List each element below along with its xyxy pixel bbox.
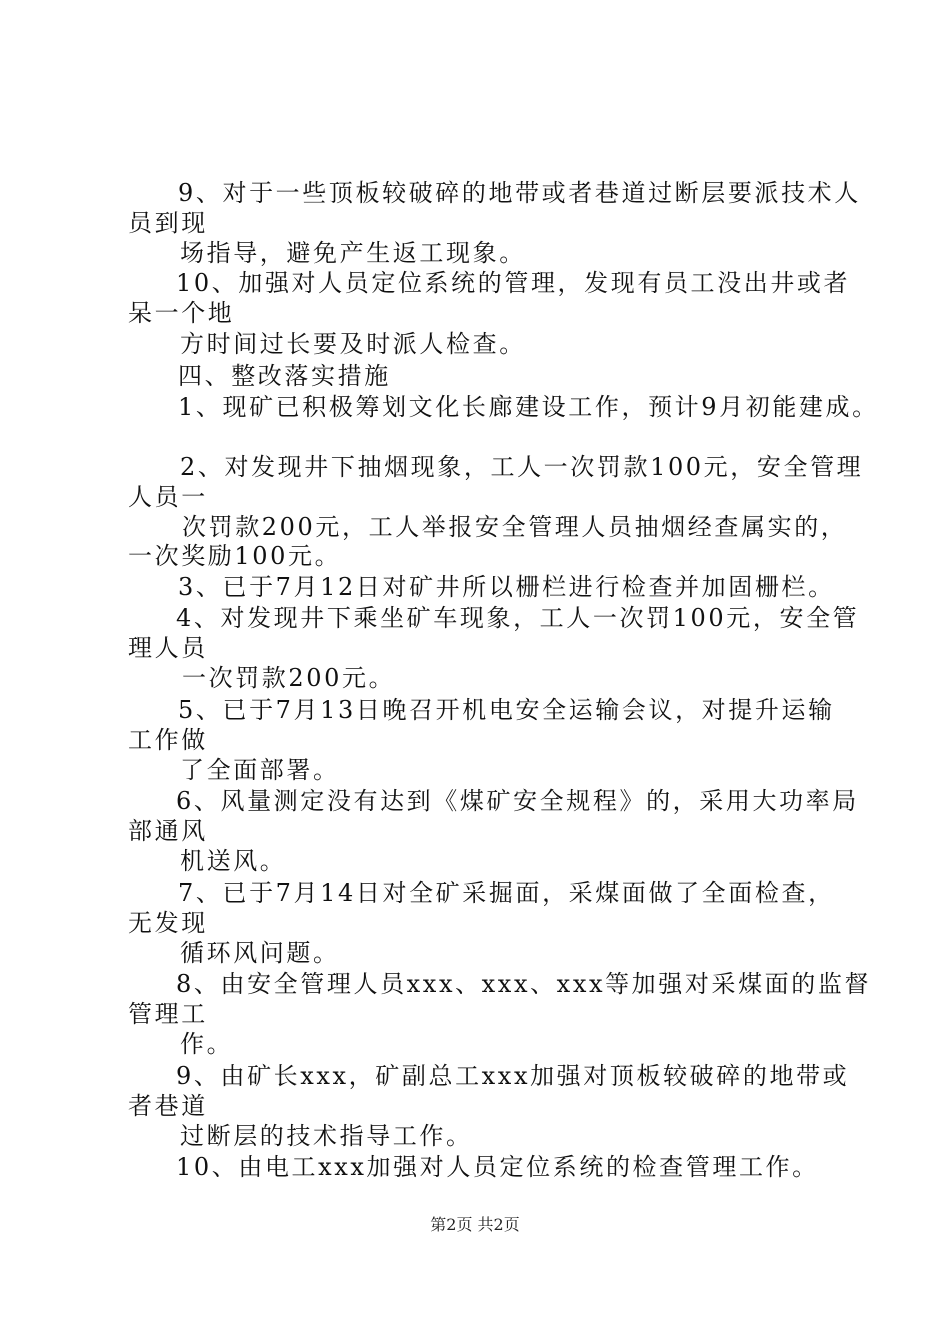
text-line: 5、已于7月13日晚召开机电安全运输会议，对提升运输	[178, 696, 835, 724]
text-line: 次罚款200元，工人举报安全管理人员抽烟经查属实的，	[182, 513, 848, 541]
text-line: 10、加强对人员定位系统的管理，发现有员工没出井或者	[176, 269, 851, 297]
text-line: 方时间过长要及时派人检查。	[180, 330, 526, 358]
text-line: 呆一个地	[128, 299, 235, 327]
text-line: 一次罚款200元。	[182, 664, 396, 692]
page-footer: 第2页 共2页	[430, 1215, 520, 1234]
text-line: 3、已于7月12日对矿井所以栅栏进行检查并加固栅栏。	[178, 573, 835, 601]
text-line: 过断层的技术指导工作。	[180, 1122, 473, 1150]
text-line: 员到现	[128, 209, 208, 237]
text-line: 2、对发现井下抽烟现象，工人一次罚款100元，安全管理	[180, 453, 864, 481]
text-line: 部通风	[128, 817, 208, 845]
text-line: 管理工	[128, 1000, 208, 1028]
text-line: 工作做	[128, 726, 208, 754]
text-line: 者巷道	[128, 1092, 208, 1120]
text-line: 4、对发现井下乘坐矿车现象，工人一次罚100元，安全管	[176, 604, 860, 632]
text-line: 7、已于7月14日对全矿采掘面，采煤面做了全面检查，	[178, 879, 835, 907]
text-line: 理人员	[128, 634, 208, 662]
text-line: 机送风。	[180, 847, 287, 875]
text-line: 人员一	[128, 483, 208, 511]
text-line: 8、由安全管理人员xxx、xxx、xxx等加强对采煤面的监督	[176, 970, 872, 998]
text-line: 1、现矿已积极筹划文化长廊建设工作，预计9月初能建成。	[178, 393, 879, 421]
text-line: 作。	[180, 1030, 234, 1058]
text-line: 一次奖励100元。	[128, 542, 342, 570]
text-line: 6、风量测定没有达到《煤矿安全规程》的，采用大功率局	[176, 787, 859, 815]
text-line: 10、由电工xxx加强对人员定位系统的检查管理工作。	[176, 1153, 819, 1181]
text-line: 了全面部署。	[180, 756, 340, 784]
text-line: 9、由矿长xxx，矿副总工xxx加强对顶板较破碎的地带或	[176, 1062, 850, 1090]
section-heading: 四、整改落实措施	[178, 362, 391, 390]
text-line: 场指导，避免产生返工现象。	[180, 239, 526, 267]
text-line: 无发现	[128, 909, 208, 937]
text-line: 9、对于一些顶板较破碎的地带或者巷道过断层要派技术人	[178, 179, 861, 207]
text-line: 循环风问题。	[180, 939, 340, 967]
